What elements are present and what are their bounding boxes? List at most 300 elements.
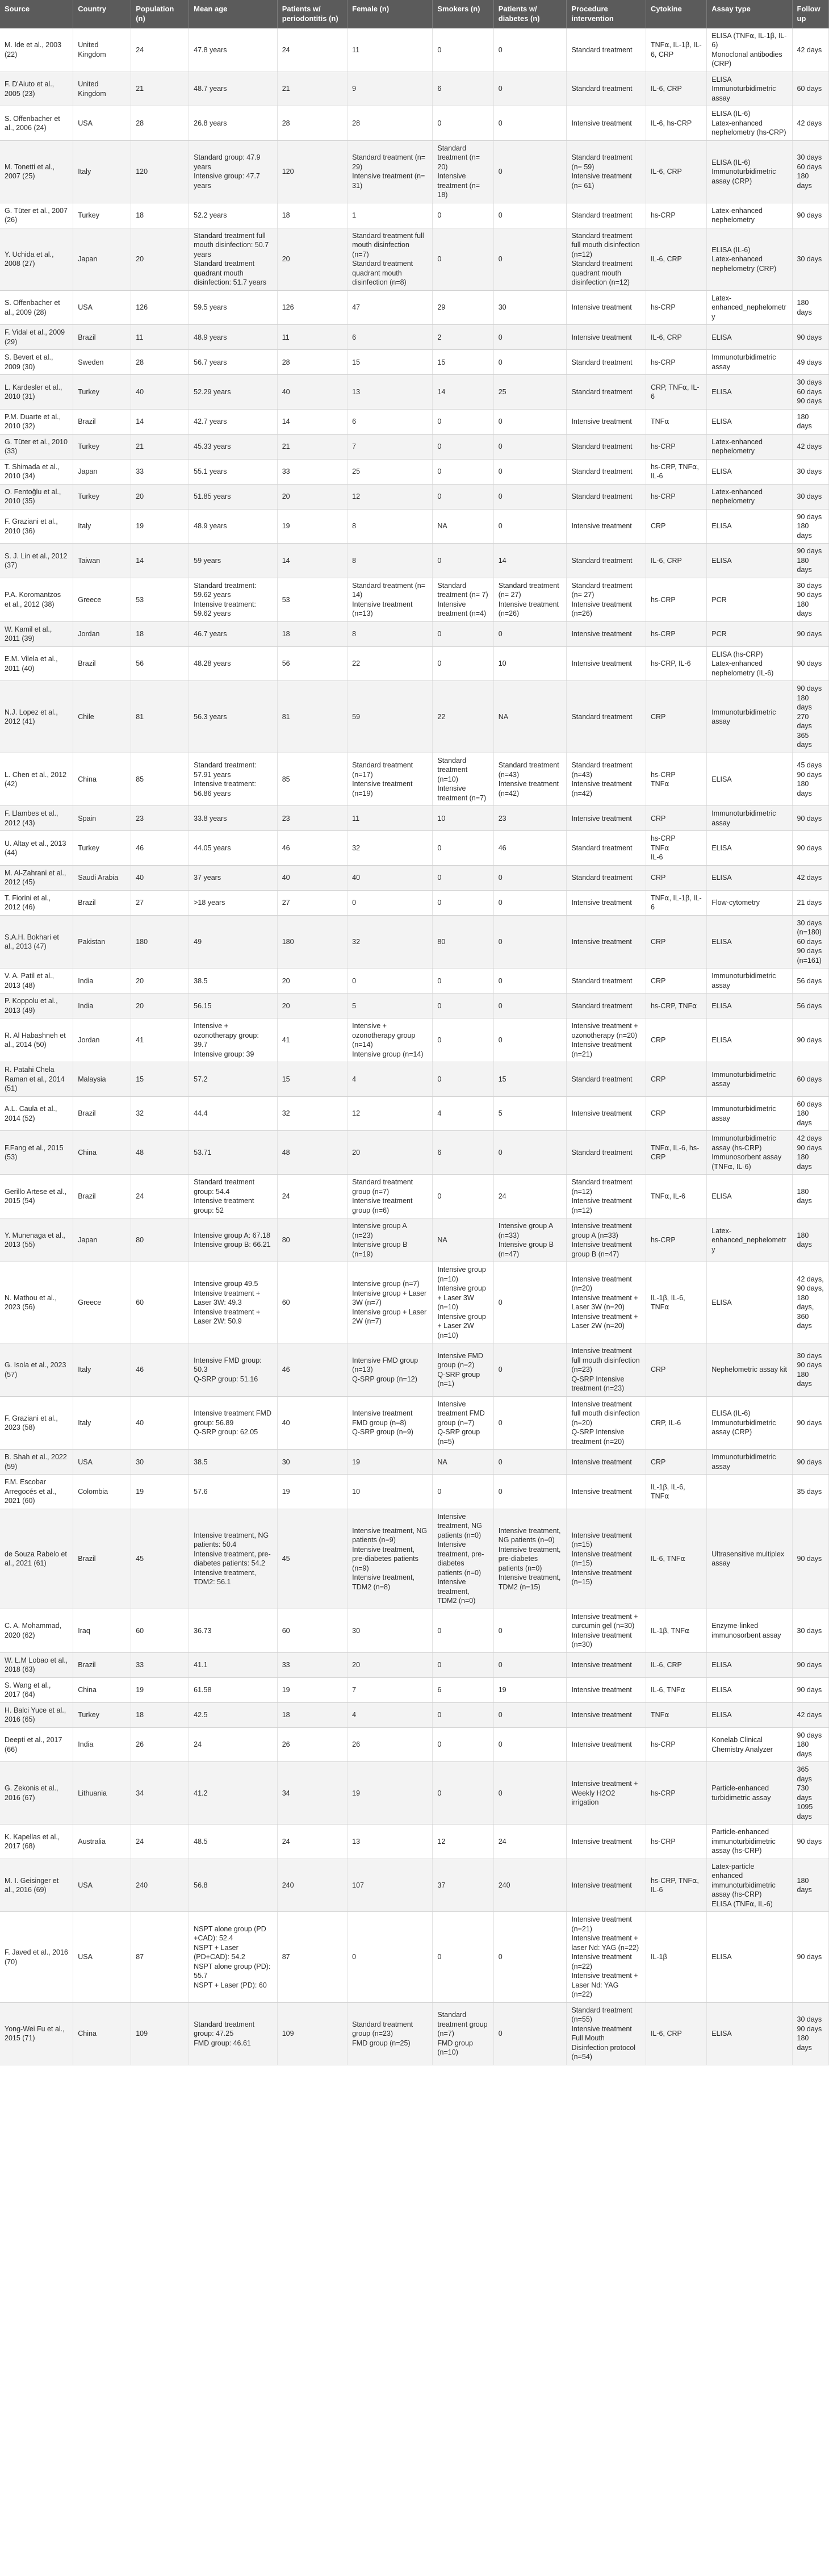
diabetes-cell: 0 — [493, 1343, 567, 1397]
smokers-cell: 29 — [433, 290, 493, 325]
population-cell: 45 — [131, 1509, 189, 1609]
assay-type-cell: ELISA (TNF⍺, IL-1β, IL-6) Monoclonal antibodies (CRP) — [707, 28, 792, 72]
population-cell: 32 — [131, 1096, 189, 1131]
source-cell: Y. Munenaga et al., 2013 (55) — [0, 1218, 73, 1262]
country-cell: Japan — [73, 1218, 131, 1262]
diabetes-cell: 0 — [493, 915, 567, 968]
mean-age-cell: 47.8 years — [189, 28, 278, 72]
cytokine-cell: hs-CRP, TNF⍺, IL-6 — [646, 1859, 706, 1912]
procedure-cell: Intensive treatment — [567, 1450, 646, 1475]
population-cell: 120 — [131, 140, 189, 203]
smokers-cell: 6 — [433, 1131, 493, 1175]
table-row — [0, 375, 829, 410]
country-cell: Italy — [73, 140, 131, 203]
source-cell: H. Balci Yuce et al., 2016 (65) — [0, 1702, 73, 1727]
smokers-cell: 0 — [433, 1912, 493, 2003]
assay-type-cell: Immunoturbidimetric assay — [707, 968, 792, 993]
procedure-cell: Intensive treatment — [567, 1702, 646, 1727]
female-cell: Standard treatment group (n=23) FMD group (n=25) — [347, 2002, 433, 2065]
cytokine-cell: hs-CRP — [646, 1727, 706, 1762]
periodontitis-cell: 20 — [277, 968, 347, 993]
mean-age-cell: Intensive group A: 67.18 Intensive group B: 66.21 — [189, 1218, 278, 1262]
periodontitis-cell: 24 — [277, 1825, 347, 1859]
follow-up-cell: 21 days — [792, 890, 829, 915]
female-cell: 28 — [347, 106, 433, 141]
mean-age-cell: 24 — [189, 1727, 278, 1762]
mean-age-cell: Standard treatment group: 47.25 FMD group: 46.61 — [189, 2002, 278, 2065]
population-cell: 46 — [131, 831, 189, 866]
procedure-cell: Standard treatment — [567, 72, 646, 106]
mean-age-cell: Standard treatment group: 54.4 Intensive treatment group: 52 — [189, 1175, 278, 1218]
follow-up-cell: 90 days — [792, 325, 829, 350]
population-cell: 15 — [131, 1062, 189, 1097]
smokers-cell: 0 — [433, 1475, 493, 1509]
diabetes-cell: 0 — [493, 350, 567, 375]
smokers-cell: Intensive FMD group (n=2) Q-SRP group (n=1) — [433, 1343, 493, 1397]
procedure-cell: Intensive treatment — [567, 1096, 646, 1131]
follow-up-cell: 42 days — [792, 865, 829, 890]
table-row — [0, 1175, 829, 1218]
female-cell: Standard treatment (n= 29) Intensive treatment (n= 31) — [347, 140, 433, 203]
mean-age-cell: 42.5 — [189, 1702, 278, 1727]
source-cell: N. Mathou et al., 2023 (56) — [0, 1262, 73, 1343]
source-cell: P. Koppolu et al., 2013 (49) — [0, 993, 73, 1018]
diabetes-cell: Standard treatment (n=43) Intensive treatment (n=42) — [493, 753, 567, 806]
country-cell: Taiwan — [73, 544, 131, 578]
smokers-cell: 6 — [433, 72, 493, 106]
female-cell: 13 — [347, 1825, 433, 1859]
female-cell: Standard treatment group (n=7) Intensive treatment group (n=6) — [347, 1175, 433, 1218]
country-cell: Brazil — [73, 325, 131, 350]
cytokine-cell: CRP, TNF⍺, IL-6 — [646, 375, 706, 410]
procedure-cell: Intensive treatment (n=21) Intensive treatment + laser Nd: YAG (n=22) Intensive treatment (n=22) Intensive treatment + Laser Nd: YAG (n=22) — [567, 1912, 646, 2003]
diabetes-cell: 0 — [493, 865, 567, 890]
procedure-cell: Intensive treatment group A (n=33) Intensive treatment group B (n=47) — [567, 1218, 646, 1262]
procedure-cell: Standard treatment (n=43) Intensive treatment (n=42) — [567, 753, 646, 806]
population-cell: 18 — [131, 203, 189, 228]
population-cell: 56 — [131, 646, 189, 681]
population-cell: 21 — [131, 72, 189, 106]
mean-age-cell: >18 years — [189, 890, 278, 915]
country-cell: Jordan — [73, 621, 131, 646]
source-cell: F. Graziani et al., 2010 (36) — [0, 509, 73, 544]
follow-up-cell: 90 days — [792, 1825, 829, 1859]
column-header: Source — [0, 0, 73, 28]
source-cell: de Souza Rabelo et al., 2021 (61) — [0, 1509, 73, 1609]
mean-age-cell: 37 years — [189, 865, 278, 890]
procedure-cell: Intensive treatment — [567, 106, 646, 141]
cytokine-cell: IL-1β, IL-6, TNF⍺ — [646, 1475, 706, 1509]
female-cell: 32 — [347, 915, 433, 968]
periodontitis-cell: 20 — [277, 228, 347, 290]
procedure-cell: Intensive treatment full mouth disinfection (n=23) Q-SRP Intensive treatment (n=23) — [567, 1343, 646, 1397]
table-row — [0, 865, 829, 890]
country-cell: United Kingdom — [73, 28, 131, 72]
diabetes-cell: 0 — [493, 106, 567, 141]
population-cell: 19 — [131, 1677, 189, 1702]
follow-up-cell: 45 days 90 days 180 days — [792, 753, 829, 806]
smokers-cell: 0 — [433, 890, 493, 915]
country-cell: Italy — [73, 1343, 131, 1397]
source-cell: S. Offenbacher et al., 2006 (24) — [0, 106, 73, 141]
table-row — [0, 509, 829, 544]
mean-age-cell: 52.2 years — [189, 203, 278, 228]
diabetes-cell: 23 — [493, 806, 567, 831]
follow-up-cell: 365 days 730 days 1095 days — [792, 1762, 829, 1825]
smokers-cell: Intensive treatment FMD group (n=7) Q-SRP group (n=5) — [433, 1396, 493, 1450]
table-row — [0, 1912, 829, 2003]
population-cell: 40 — [131, 375, 189, 410]
mean-age-cell: 38.5 — [189, 1450, 278, 1475]
source-cell: S. Bevert et al., 2009 (30) — [0, 350, 73, 375]
assay-type-cell: PCR — [707, 578, 792, 621]
source-cell: L. Kardesler et al., 2010 (31) — [0, 375, 73, 410]
mean-age-cell: 48.9 years — [189, 325, 278, 350]
assay-type-cell: ELISA — [707, 1175, 792, 1218]
country-cell: Turkey — [73, 484, 131, 509]
smokers-cell: NA — [433, 1218, 493, 1262]
assay-type-cell: Immunoturbidimetric assay — [707, 806, 792, 831]
table-row — [0, 1762, 829, 1825]
mean-age-cell: Intensive + ozonotherapy group: 39.7 Intensive group: 39 — [189, 1018, 278, 1062]
procedure-cell: Intensive treatment — [567, 1859, 646, 1912]
population-cell: 20 — [131, 968, 189, 993]
table-row — [0, 203, 829, 228]
source-cell: F. Javed et al., 2016 (70) — [0, 1912, 73, 2003]
follow-up-cell: 30 days — [792, 228, 829, 290]
country-cell: Turkey — [73, 375, 131, 410]
diabetes-cell: Intensive group A (n=33) Intensive group B (n=47) — [493, 1218, 567, 1262]
female-cell: 13 — [347, 375, 433, 410]
follow-up-cell: 180 days — [792, 1175, 829, 1218]
source-cell: Yong-Wei Fu et al., 2015 (71) — [0, 2002, 73, 2065]
follow-up-cell: 90 days — [792, 1652, 829, 1677]
source-cell: U. Altay et al., 2013 (44) — [0, 831, 73, 866]
diabetes-cell: 0 — [493, 2002, 567, 2065]
population-cell: 14 — [131, 544, 189, 578]
smokers-cell: 0 — [433, 544, 493, 578]
procedure-cell: Intensive treatment — [567, 1475, 646, 1509]
assay-type-cell: ELISA — [707, 509, 792, 544]
cytokine-cell: TNF⍺, IL-1β, IL-6, CRP — [646, 28, 706, 72]
population-cell: 109 — [131, 2002, 189, 2065]
procedure-cell: Intensive treatment full mouth disinfection (n=20) Q-SRP Intensive treatment (n=20) — [567, 1396, 646, 1450]
source-cell: T. Fiorini et al., 2012 (46) — [0, 890, 73, 915]
follow-up-cell: 180 days — [792, 409, 829, 434]
diabetes-cell: 24 — [493, 1175, 567, 1218]
column-header: Female (n) — [347, 0, 433, 28]
follow-up-cell: 42 days 90 days 180 days — [792, 1131, 829, 1175]
assay-type-cell — [707, 1475, 792, 1509]
cytokine-cell: IL-6, CRP — [646, 72, 706, 106]
cytokine-cell: IL-1β, IL-6, TNF⍺ — [646, 1262, 706, 1343]
diabetes-cell: 15 — [493, 1062, 567, 1097]
follow-up-cell: 90 days — [792, 1450, 829, 1475]
procedure-cell: Standard treatment — [567, 1131, 646, 1175]
cytokine-cell: hs-CRP, TNF⍺, IL-6 — [646, 459, 706, 484]
periodontitis-cell: 26 — [277, 1727, 347, 1762]
procedure-cell: Intensive treatment — [567, 806, 646, 831]
procedure-cell: Standard treatment — [567, 968, 646, 993]
procedure-cell: Intensive treatment — [567, 1677, 646, 1702]
follow-up-cell: 90 days — [792, 1018, 829, 1062]
country-cell: Turkey — [73, 434, 131, 459]
mean-age-cell: Standard treatment: 57.91 years Intensive treatment: 56.86 years — [189, 753, 278, 806]
table-row — [0, 621, 829, 646]
source-cell: F.Fang et al., 2015 (53) — [0, 1131, 73, 1175]
female-cell: 20 — [347, 1652, 433, 1677]
mean-age-cell: 53.71 — [189, 1131, 278, 1175]
country-cell: Brazil — [73, 646, 131, 681]
smokers-cell: 0 — [433, 1018, 493, 1062]
smokers-cell: Intensive group (n=10) Intensive group + Laser 3W (n=10) Intensive group + Laser 2W (n=10) — [433, 1262, 493, 1343]
cytokine-cell: hs-CRP — [646, 203, 706, 228]
female-cell: Intensive treatment FMD group (n=8) Q-SRP group (n=9) — [347, 1396, 433, 1450]
source-cell: N.J. Lopez et al., 2012 (41) — [0, 681, 73, 753]
mean-age-cell: 49 — [189, 915, 278, 968]
cytokine-cell: IL-6, CRP — [646, 2002, 706, 2065]
periodontitis-cell: 40 — [277, 865, 347, 890]
source-cell: Gerillo Artese et al., 2015 (54) — [0, 1175, 73, 1218]
cytokine-cell: IL-6, CRP — [646, 140, 706, 203]
cytokine-cell: IL-6, TNF⍺ — [646, 1509, 706, 1609]
mean-age-cell: 48.7 years — [189, 72, 278, 106]
mean-age-cell: 52.29 years — [189, 375, 278, 410]
female-cell: Standard treatment (n=17) Intensive treatment (n=19) — [347, 753, 433, 806]
diabetes-cell: 0 — [493, 434, 567, 459]
follow-up-cell: 90 days — [792, 1677, 829, 1702]
assay-type-cell: ELISA (IL-6) Latex-enhanced nephelometry (CRP) — [707, 228, 792, 290]
periodontitis-cell: 18 — [277, 1702, 347, 1727]
follow-up-cell: 90 days — [792, 831, 829, 866]
female-cell: Standard treatment full mouth disinfection (n=7) Standard treatment quadrant mouth disinfection (n=8) — [347, 228, 433, 290]
country-cell: Iraq — [73, 1609, 131, 1652]
diabetes-cell: 0 — [493, 228, 567, 290]
procedure-cell: Intensive treatment — [567, 290, 646, 325]
assay-type-cell: Latex-enhanced nephelometry — [707, 434, 792, 459]
source-cell: S. Wang et al., 2017 (64) — [0, 1677, 73, 1702]
procedure-cell: Standard treatment — [567, 434, 646, 459]
female-cell: 8 — [347, 544, 433, 578]
procedure-cell: Standard treatment — [567, 544, 646, 578]
source-cell: M. Al-Zahrani et al., 2012 (45) — [0, 865, 73, 890]
source-cell: F.M. Escobar Arregocés et al., 2021 (60) — [0, 1475, 73, 1509]
population-cell: 34 — [131, 1762, 189, 1825]
follow-up-cell: 42 days — [792, 434, 829, 459]
periodontitis-cell: 28 — [277, 106, 347, 141]
cytokine-cell: hs-CRP — [646, 1762, 706, 1825]
assay-type-cell: Latex-enhanced_nephelometry — [707, 1218, 792, 1262]
population-cell: 46 — [131, 1343, 189, 1397]
female-cell: 11 — [347, 806, 433, 831]
diabetes-cell: 0 — [493, 325, 567, 350]
mean-age-cell: 26.8 years — [189, 106, 278, 141]
mean-age-cell: 41.2 — [189, 1762, 278, 1825]
periodontitis-cell: 40 — [277, 375, 347, 410]
smokers-cell: 0 — [433, 1762, 493, 1825]
diabetes-cell: 24 — [493, 1825, 567, 1859]
procedure-cell: Intensive treatment — [567, 1825, 646, 1859]
smokers-cell: 0 — [433, 106, 493, 141]
smokers-cell: 12 — [433, 1825, 493, 1859]
population-cell: 180 — [131, 915, 189, 968]
population-cell: 21 — [131, 434, 189, 459]
diabetes-cell: 0 — [493, 140, 567, 203]
follow-up-cell: 90 days — [792, 621, 829, 646]
country-cell: USA — [73, 1450, 131, 1475]
source-cell: M. Ide et al., 2003 (22) — [0, 28, 73, 72]
diabetes-cell: 0 — [493, 28, 567, 72]
periodontitis-cell: 60 — [277, 1262, 347, 1343]
female-cell: 19 — [347, 1450, 433, 1475]
population-cell: 20 — [131, 228, 189, 290]
table-row — [0, 1131, 829, 1175]
procedure-cell: Standard treatment (n=55) Intensive treatment Full Mouth Disinfection protocol (n=54) — [567, 2002, 646, 2065]
diabetes-cell: 0 — [493, 1262, 567, 1343]
table-row — [0, 968, 829, 993]
table-row — [0, 228, 829, 290]
cytokine-cell: CRP — [646, 915, 706, 968]
periodontitis-cell: 28 — [277, 350, 347, 375]
table-row — [0, 2002, 829, 2065]
assay-type-cell: Enzyme-linked immunosorbent assay — [707, 1609, 792, 1652]
country-cell: Pakistan — [73, 915, 131, 968]
cytokine-cell: IL-6, TNF⍺ — [646, 1677, 706, 1702]
periodontitis-cell: 85 — [277, 753, 347, 806]
diabetes-cell: 14 — [493, 544, 567, 578]
table-row — [0, 1859, 829, 1912]
follow-up-cell: 60 days 180 days — [792, 1096, 829, 1131]
follow-up-cell: 90 days — [792, 646, 829, 681]
table-row — [0, 459, 829, 484]
cytokine-cell: CRP — [646, 681, 706, 753]
country-cell: China — [73, 1131, 131, 1175]
periodontitis-cell: 18 — [277, 203, 347, 228]
mean-age-cell: Standard group: 47.9 years Intensive group: 47.7 years — [189, 140, 278, 203]
country-cell: Brazil — [73, 1096, 131, 1131]
table-row — [0, 1825, 829, 1859]
assay-type-cell: ELISA — [707, 1677, 792, 1702]
mean-age-cell: 56.7 years — [189, 350, 278, 375]
follow-up-cell: 90 days 180 days — [792, 544, 829, 578]
cytokine-cell: CRP — [646, 1343, 706, 1397]
mean-age-cell: Standard treatment full mouth disinfection: 50.7 years Standard treatment quadrant mouth disinfection: 51.7 years — [189, 228, 278, 290]
procedure-cell: Standard treatment — [567, 831, 646, 866]
procedure-cell: Standard treatment — [567, 865, 646, 890]
column-header: Country — [73, 0, 131, 28]
procedure-cell: Intensive treatment + ozonotherapy (n=20) Intensive treatment (n=21) — [567, 1018, 646, 1062]
female-cell: 15 — [347, 350, 433, 375]
procedure-cell: Standard treatment — [567, 459, 646, 484]
periodontitis-cell: 32 — [277, 1096, 347, 1131]
smokers-cell: 6 — [433, 1677, 493, 1702]
follow-up-cell: 90 days — [792, 203, 829, 228]
population-cell: 11 — [131, 325, 189, 350]
assay-type-cell: ELISA — [707, 375, 792, 410]
population-cell: 40 — [131, 865, 189, 890]
column-header: Follow up — [792, 0, 829, 28]
mean-age-cell: 56.3 years — [189, 681, 278, 753]
population-cell: 24 — [131, 28, 189, 72]
female-cell: Standard treatment (n= 14) Intensive treatment (n=13) — [347, 578, 433, 621]
periodontitis-cell: 20 — [277, 484, 347, 509]
diabetes-cell: 0 — [493, 890, 567, 915]
cytokine-cell: hs-CRP, TNF⍺ — [646, 993, 706, 1018]
source-cell: M. I. Geisinger et al., 2016 (69) — [0, 1859, 73, 1912]
population-cell: 20 — [131, 484, 189, 509]
procedure-cell: Intensive treatment — [567, 1652, 646, 1677]
diabetes-cell: 0 — [493, 1702, 567, 1727]
country-cell: Lithuania — [73, 1762, 131, 1825]
diabetes-cell: 0 — [493, 1609, 567, 1652]
column-header: Procedure intervention — [567, 0, 646, 28]
mean-age-cell: Intensive treatment, NG patients: 50.4 Intensive treatment, pre-diabetes patients: 54.2 Intensive treatment, TDM2: 56.1 — [189, 1509, 278, 1609]
source-cell: C. A. Mohammad, 2020 (62) — [0, 1609, 73, 1652]
assay-type-cell: ELISA — [707, 753, 792, 806]
table-row — [0, 1652, 829, 1677]
population-cell: 28 — [131, 106, 189, 141]
follow-up-cell: 90 days — [792, 1912, 829, 2003]
cytokine-cell: hs-CRP — [646, 621, 706, 646]
population-cell: 81 — [131, 681, 189, 753]
smokers-cell: 0 — [433, 646, 493, 681]
cytokine-cell: hs-CRP — [646, 578, 706, 621]
cytokine-cell: CRP — [646, 1450, 706, 1475]
source-cell: R. Patahi Chela Raman et al., 2014 (51) — [0, 1062, 73, 1097]
country-cell: Spain — [73, 806, 131, 831]
assay-type-cell: ELISA — [707, 544, 792, 578]
mean-age-cell: 41.1 — [189, 1652, 278, 1677]
cytokine-cell: CRP — [646, 1062, 706, 1097]
smokers-cell: 80 — [433, 915, 493, 968]
assay-type-cell: Latex-enhanced nephelometry — [707, 484, 792, 509]
table-row — [0, 1475, 829, 1509]
procedure-cell: Intensive treatment (n=15) Intensive treatment (n=15) Intensive treatment (n=15) — [567, 1509, 646, 1609]
assay-type-cell: Ultrasensitive multiplex assay — [707, 1509, 792, 1609]
mean-age-cell: 33.8 years — [189, 806, 278, 831]
source-cell: G. Zekonis et al., 2016 (67) — [0, 1762, 73, 1825]
diabetes-cell: 0 — [493, 1727, 567, 1762]
procedure-cell: Intensive treatment — [567, 325, 646, 350]
follow-up-cell: 56 days — [792, 968, 829, 993]
table-row — [0, 681, 829, 753]
female-cell: 22 — [347, 646, 433, 681]
country-cell: Colombia — [73, 1475, 131, 1509]
procedure-cell: Standard treatment — [567, 375, 646, 410]
smokers-cell: 0 — [433, 993, 493, 1018]
population-cell: 48 — [131, 1131, 189, 1175]
smokers-cell: 2 — [433, 325, 493, 350]
smokers-cell: 0 — [433, 228, 493, 290]
diabetes-cell: 30 — [493, 290, 567, 325]
assay-type-cell: Particle-enhanced turbidimetric assay — [707, 1762, 792, 1825]
assay-type-cell: PCR — [707, 621, 792, 646]
smokers-cell: NA — [433, 509, 493, 544]
assay-type-cell: ELISA — [707, 865, 792, 890]
periodontitis-cell: 45 — [277, 1509, 347, 1609]
country-cell: USA — [73, 1912, 131, 2003]
smokers-cell: 22 — [433, 681, 493, 753]
diabetes-cell: 0 — [493, 509, 567, 544]
female-cell: 26 — [347, 1727, 433, 1762]
assay-type-cell: ELISA — [707, 1912, 792, 2003]
female-cell: 25 — [347, 459, 433, 484]
diabetes-cell: NA — [493, 681, 567, 753]
smokers-cell: 0 — [433, 203, 493, 228]
table-row — [0, 1343, 829, 1397]
source-cell: L. Chen et al., 2012 (42) — [0, 753, 73, 806]
procedure-cell: Intensive treatment + curcumin gel (n=30) Intensive treatment (n=30) — [567, 1609, 646, 1652]
